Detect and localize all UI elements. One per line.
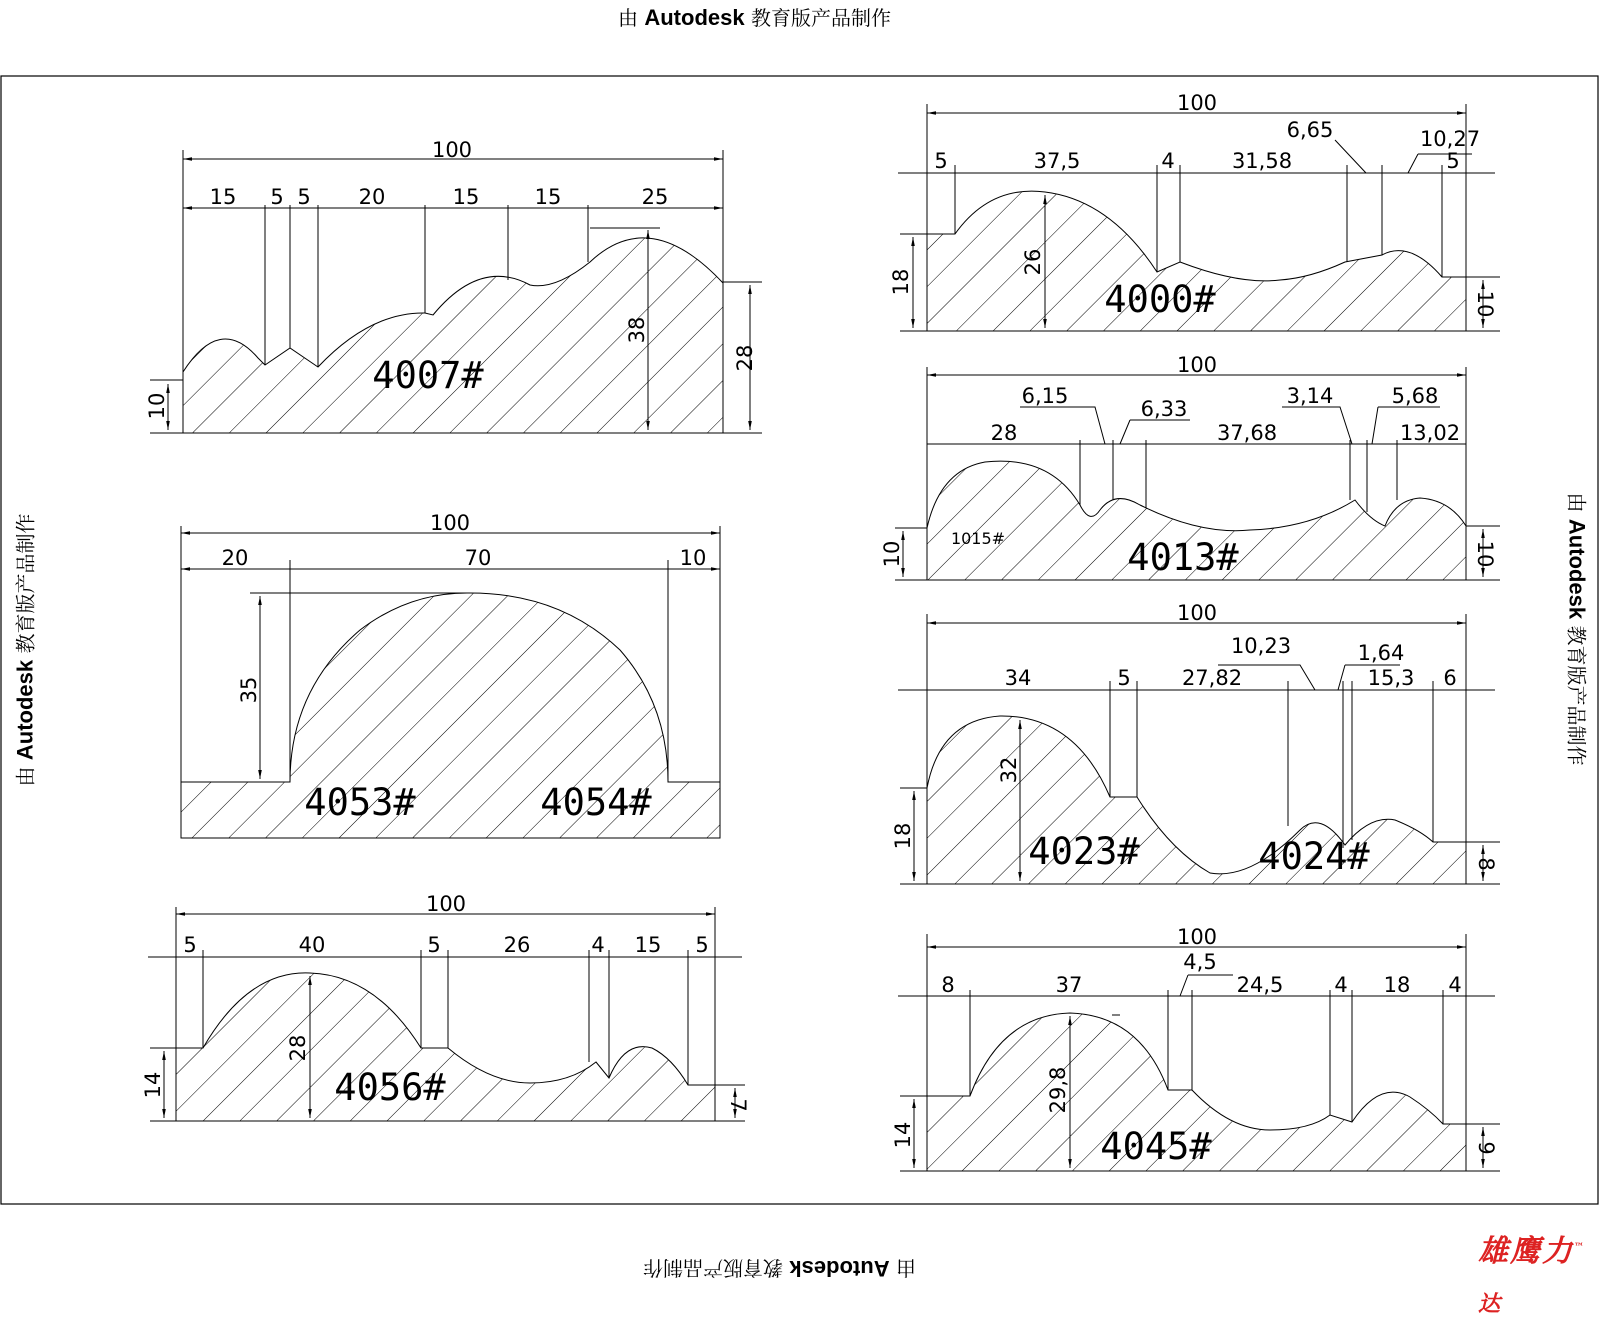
profile-4013-seg: 37,68: [1216, 421, 1278, 445]
profile-4053: [181, 511, 720, 838]
watermark-brand: Autodesk: [12, 659, 38, 761]
profile-4000-left-height: 18: [889, 268, 913, 296]
watermark-prefix: 由: [618, 6, 638, 30]
profile-4007: [145, 138, 762, 433]
profile-4000-seg: 10,27: [1419, 127, 1481, 151]
profile-4000-peak-height: 26: [1021, 248, 1045, 276]
watermark-brand: Autodesk: [1564, 518, 1590, 620]
profile-4000-seg: 31,58: [1231, 149, 1293, 173]
profile-4013-label: 4013#: [1127, 536, 1239, 579]
profile-4054-label: 4054#: [540, 781, 652, 824]
profile-4045-seg: 4,5: [1183, 950, 1217, 974]
profile-4023: [891, 601, 1500, 884]
profile-4056-right-height: 7: [726, 1098, 750, 1112]
profile-4056-seg: 4: [591, 933, 605, 957]
profile-4023-right-height: 8: [1474, 857, 1498, 871]
profile-4056-seg: 26: [503, 933, 531, 957]
watermark-brand: Autodesk: [644, 5, 745, 30]
profile-4000: [889, 91, 1500, 331]
profile-4023-section: [927, 716, 1466, 884]
profile-4056-peak-height: 28: [286, 1034, 310, 1062]
watermark-suffix: 教育版产品制作: [13, 513, 38, 654]
logo-da: 达: [1478, 1291, 1503, 1317]
profile-4023-label: 4023#: [1028, 830, 1140, 873]
profile-4056-seg: 5: [183, 933, 197, 957]
profile-4013-seg: 6,33: [1140, 397, 1188, 421]
profile-4024-label: 4024#: [1258, 835, 1370, 878]
profile-4007-left-height: 10: [145, 392, 169, 420]
profile-4023-seg: 1,64: [1357, 641, 1405, 665]
profile-4053-seg: 20: [221, 546, 249, 570]
profile-4013-seg: 3,14: [1286, 384, 1334, 408]
profile-4053-label: 4053#: [304, 781, 416, 824]
profile-4023-seg: 34: [1004, 666, 1032, 690]
profile-4056-seg: 5: [695, 933, 709, 957]
profile-4007-seg: 20: [358, 185, 386, 209]
profile-4023-seg: 27,82: [1181, 666, 1243, 690]
profile-4000-overall: 100: [1176, 91, 1218, 115]
profile-4000-seg: 5: [934, 149, 948, 173]
watermark-prefix: 由: [895, 1256, 916, 1280]
profile-4056-label: 4056#: [334, 1066, 446, 1109]
profile-4023-seg: 5: [1117, 666, 1131, 690]
logo-li: 力: [1542, 1234, 1574, 1269]
profile-4045-seg: 8: [941, 973, 955, 997]
profile-4007-seg: 15: [209, 185, 237, 209]
profile-4007-seg: 5: [297, 185, 311, 209]
watermark-prefix: 由: [1564, 492, 1589, 513]
profile-4000-seg: 4: [1161, 149, 1175, 173]
profile-4045-seg: 24,5: [1236, 973, 1284, 997]
profile-4013-left-height: 10: [880, 540, 904, 568]
profile-4045-left-height: 14: [891, 1121, 915, 1149]
profile-4053-seg: 70: [464, 546, 492, 570]
profile-4013-right-height: 10: [1473, 540, 1497, 568]
profile-4013-alt-label: 1015#: [950, 529, 1006, 548]
profile-4023-peak-height: 32: [997, 756, 1021, 784]
profile-4000-seg: 6,65: [1286, 118, 1334, 142]
logo-tm: ™: [1574, 1242, 1586, 1253]
profile-4007-overall: 100: [431, 138, 473, 162]
logo-main: 雄鹰: [1478, 1234, 1542, 1269]
profile-4000-label: 4000#: [1104, 278, 1216, 321]
profile-4013-seg: 5,68: [1391, 384, 1439, 408]
profile-4013-seg: 28: [990, 421, 1018, 445]
profile-4023-overall: 100: [1176, 601, 1218, 625]
profile-4000-seg: 5: [1446, 149, 1460, 173]
watermark-suffix: 教育版产品制作: [750, 6, 891, 30]
profile-4013-seg: 6,15: [1021, 384, 1069, 408]
profile-4023-left-height: 18: [891, 822, 915, 850]
profile-4007-seg: 25: [641, 185, 669, 209]
profile-4007-peak-height: 38: [625, 316, 649, 344]
watermark-suffix: 教育版产品制作: [1564, 625, 1589, 766]
profile-4045: [891, 925, 1500, 1171]
profile-4053-overall: 100: [429, 511, 471, 535]
profile-4045-seg: 37: [1055, 973, 1083, 997]
profile-4007-seg: 5: [270, 185, 284, 209]
profile-4056: [141, 892, 750, 1121]
profile-4013-seg: 13,02: [1399, 421, 1461, 445]
profile-4007-right-height: 28: [733, 344, 757, 372]
profile-4000-seg: 37,5: [1033, 149, 1081, 173]
profile-4045-overall: 100: [1176, 925, 1218, 949]
profile-4007-label: 4007#: [372, 354, 484, 397]
profile-4013-overall: 100: [1176, 353, 1218, 377]
profile-4045-peak-height: 29,8: [1046, 1066, 1070, 1114]
profile-4056-overall: 100: [425, 892, 467, 916]
profile-4007-seg: 15: [452, 185, 480, 209]
profile-4045-label: 4045#: [1100, 1125, 1212, 1168]
profile-4056-seg: 40: [298, 933, 326, 957]
profile-4053-arc-height: 35: [237, 676, 261, 704]
profile-4023-seg: 6: [1443, 666, 1457, 690]
profile-4056-seg: 15: [634, 933, 662, 957]
profile-4045-seg: 4: [1448, 973, 1462, 997]
profile-4045-seg: 18: [1383, 973, 1411, 997]
profile-4056-left-height: 14: [141, 1071, 165, 1099]
profile-4045-right-height: 9: [1474, 1141, 1498, 1155]
profile-4045-seg: 4: [1334, 973, 1348, 997]
profile-4053-seg: 10: [679, 546, 707, 570]
profile-4023-seg: 15,3: [1367, 666, 1415, 690]
brand-logo: [1478, 1226, 1600, 1317]
profile-4007-seg: 15: [534, 185, 562, 209]
watermark-brand: Autodesk: [789, 1256, 890, 1281]
profile-4013: [880, 353, 1500, 580]
profile-4000-right-height: 10: [1473, 290, 1497, 318]
profile-4023-seg: 10,23: [1230, 634, 1292, 658]
profile-4056-seg: 5: [427, 933, 441, 957]
watermark-prefix: 由: [13, 766, 38, 787]
watermark-suffix: 教育版产品制作: [643, 1256, 783, 1280]
